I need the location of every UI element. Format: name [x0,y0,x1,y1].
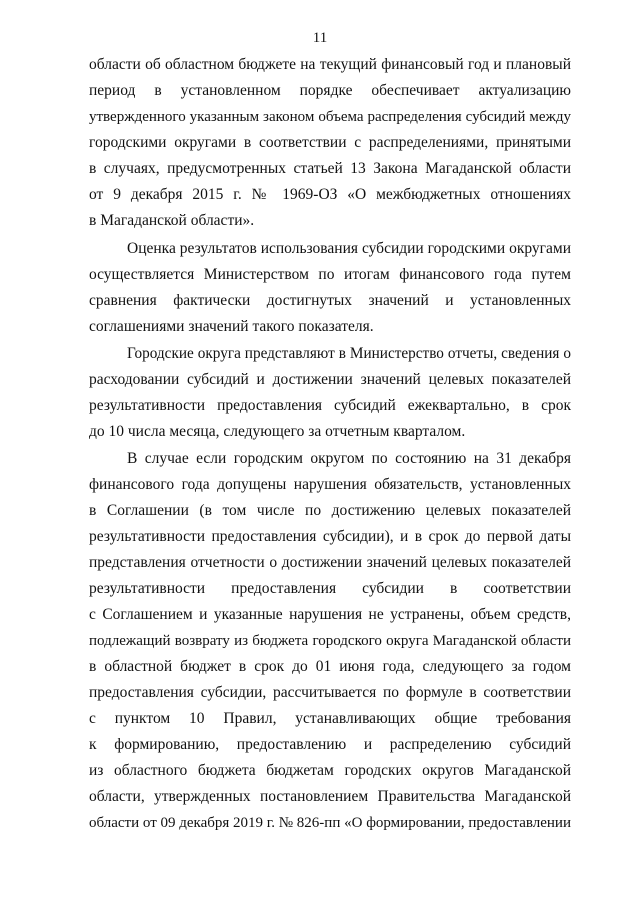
text-line: предоставления субсидии, рассчитывается по формуле в соответствии [89,684,571,701]
text-line: результативности предоставления субсидии), и в срок до первой даты [89,528,571,545]
page-number: 11 [312,30,328,46]
text-line: В случае если городским округом по состоянию на 31 декабря [127,450,571,467]
text-line: области от 09 декабря 2019 г. № 826-пп «О формировании, предоставлении [89,815,571,831]
text-line: с пунктом 10 Правил, устанавливающих общие требования [89,710,571,727]
text-line: представления отчетности о достижении значений целевых показателей [89,554,571,571]
text-line: результативности предоставления субсидий ежеквартально, в срок [89,397,571,414]
text-line: из областного бюджета бюджетам городских округов Магаданской [89,762,571,779]
text-line: финансового года допущены нарушения обязательств, установленных [89,476,571,493]
text-line: в Соглашении (в том числе по достижению целевых показателей [89,502,571,519]
text-line: городскими округами в соответствии с распределениями, принятыми [89,134,571,151]
text-line: Городские округа представляют в Министерство отчеты, сведения о [127,345,571,362]
text-line: с Соглашением и указанные нарушения не устранены, объем средств, [89,606,571,623]
text-line: области, утвержденных постановлением Правительства Магаданской [89,788,571,805]
text-line: области об областном бюджете на текущий финансовый год и плановый [89,56,571,73]
text-line: результативности предоставления субсидии в соответствии [89,580,571,597]
text-line: от 9 декабря 2015 г. № 1969-ОЗ «О межбюджетных отношениях [89,186,571,203]
text-line: до 10 числа месяца, следующего за отчетным кварталом. [89,423,466,440]
text-line: к формированию, предоставлению и распределению субсидий [89,736,571,753]
text-line: осуществляется Министерством по итогам финансового года путем [89,266,571,283]
text-line: период в установленном порядке обеспечивает актуализацию [89,82,571,99]
text-line: сравнения фактически достигнутых значений и установленных [89,292,571,309]
text-line: в областной бюджет в срок до 01 июня года, следующего за годом [89,658,571,675]
text-line: расходовании субсидий и достижении значений целевых показателей [89,371,571,388]
text-line: подлежащий возврату из бюджета городского округа Магаданской области [89,633,571,649]
text-line: Оценка результатов использования субсидии городскими округами [127,240,571,257]
text-line: соглашениями значений такого показателя. [89,318,374,335]
text-line: в Магаданской области». [89,212,255,229]
text-line: утвержденного указанным законом объема распределения субсидий между [89,109,571,125]
text-line: в случаях, предусмотренных статьей 13 Закона Магаданской области [89,160,571,177]
